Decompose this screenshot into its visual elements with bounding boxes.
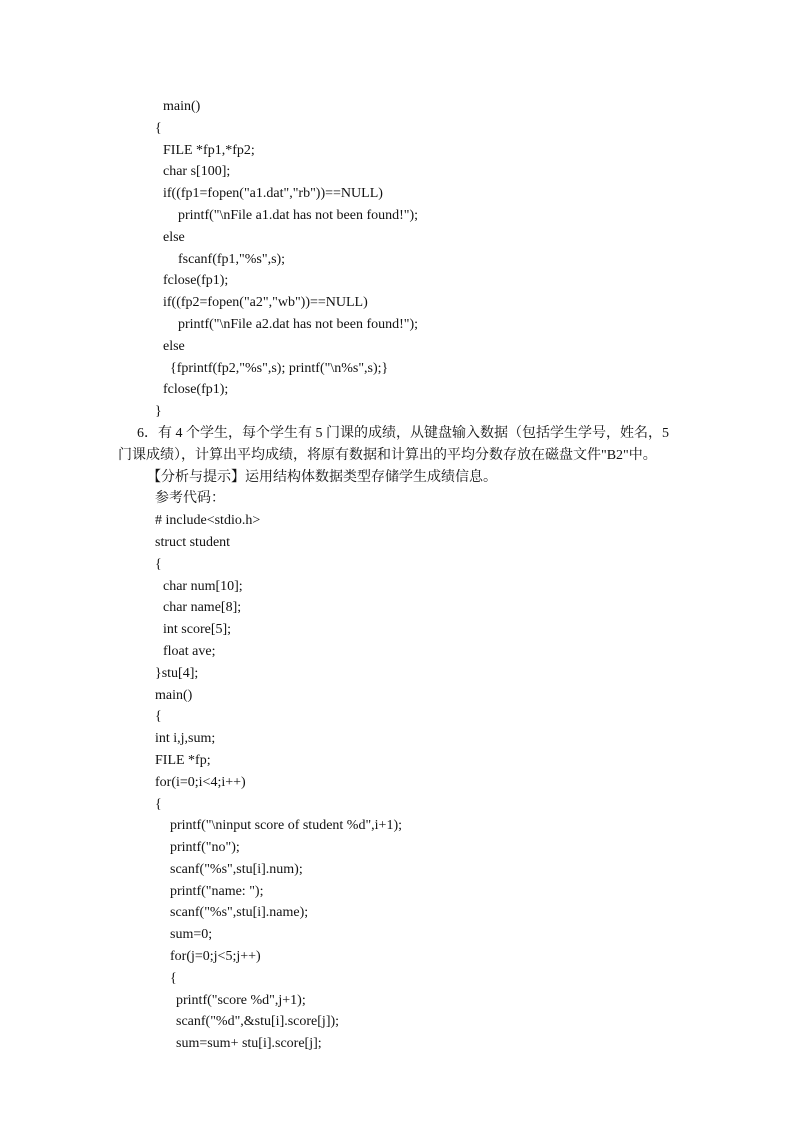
code-line: { bbox=[155, 709, 162, 725]
code-line: printf("\ninput score of student %d",i+1); bbox=[170, 818, 403, 834]
code-line: { bbox=[155, 796, 162, 812]
paragraph-line: 【分析与提示】运用结构体数据类型存储学生成绩信息。 bbox=[147, 469, 497, 485]
code-line: fclose(fp1); bbox=[163, 382, 229, 398]
code-line: else bbox=[163, 338, 185, 354]
code-line: printf("\nFile a2.dat has not been found!"); bbox=[178, 316, 419, 332]
code-line: 参考代码： bbox=[155, 491, 225, 507]
code-line: scanf("%s",stu[i].name); bbox=[170, 905, 309, 921]
code-line: sum=0; bbox=[170, 927, 213, 943]
paragraph-line: 门课成绩），计算出平均成绩，将原有数据和计算出的平均分数存放在磁盘文件"B2"中。 bbox=[118, 447, 657, 463]
code-line: FILE *fp1,*fp2; bbox=[163, 142, 255, 158]
code-line: char s[100]; bbox=[163, 164, 231, 180]
code-line: scanf("%s",stu[i].num); bbox=[170, 861, 303, 877]
code-line: printf("score %d",j+1); bbox=[176, 992, 306, 1008]
code-line: printf("\nFile a1.dat has not been found!"); bbox=[178, 207, 419, 223]
code-line: # include<stdio.h> bbox=[155, 513, 261, 529]
code-line: int score[5]; bbox=[163, 622, 232, 638]
code-line: FILE *fp; bbox=[155, 752, 211, 768]
code-line: printf("no"); bbox=[170, 840, 240, 856]
code-line: int i,j,sum; bbox=[155, 731, 216, 747]
code-line: if((fp2=fopen("a2","wb"))==NULL) bbox=[163, 295, 368, 311]
code-line: float ave; bbox=[163, 643, 216, 659]
code-line: else bbox=[163, 229, 185, 245]
code-line: main() bbox=[155, 687, 193, 703]
code-line: char num[10]; bbox=[163, 578, 243, 594]
code-line: {fprintf(fp2,"%s",s); printf("\n%s",s);} bbox=[170, 360, 389, 376]
code-line: } bbox=[155, 404, 162, 420]
code-line: main() bbox=[163, 99, 201, 114]
code-line: struct student bbox=[155, 534, 231, 550]
code-line: fclose(fp1); bbox=[163, 273, 229, 289]
code-line: { bbox=[170, 970, 177, 986]
paragraph-line: 6．有 4 个学生，每个学生有 5 门课的成绩，从键盘输入数据（包括学生学号，姓名，5 bbox=[137, 425, 669, 441]
code-line: { bbox=[155, 556, 162, 572]
code-line: if((fp1=fopen("a1.dat","rb"))==NULL) bbox=[163, 186, 383, 202]
code-line: for(j=0;j<5;j++) bbox=[170, 949, 261, 965]
code-line: }stu[4]; bbox=[155, 665, 199, 681]
document-page bbox=[0, 96, 793, 1055]
code-line: char name[8]; bbox=[163, 600, 242, 616]
code-line: printf("name: "); bbox=[170, 883, 264, 899]
code-line: fscanf(fp1,"%s",s); bbox=[178, 251, 286, 267]
code-line: scanf("%d",&stu[i].score[j]); bbox=[176, 1014, 340, 1030]
code-line: for(i=0;i<4;i++) bbox=[155, 774, 246, 790]
code-line: { bbox=[155, 120, 162, 136]
code-line: sum=sum+ stu[i].score[j]; bbox=[176, 1036, 322, 1052]
